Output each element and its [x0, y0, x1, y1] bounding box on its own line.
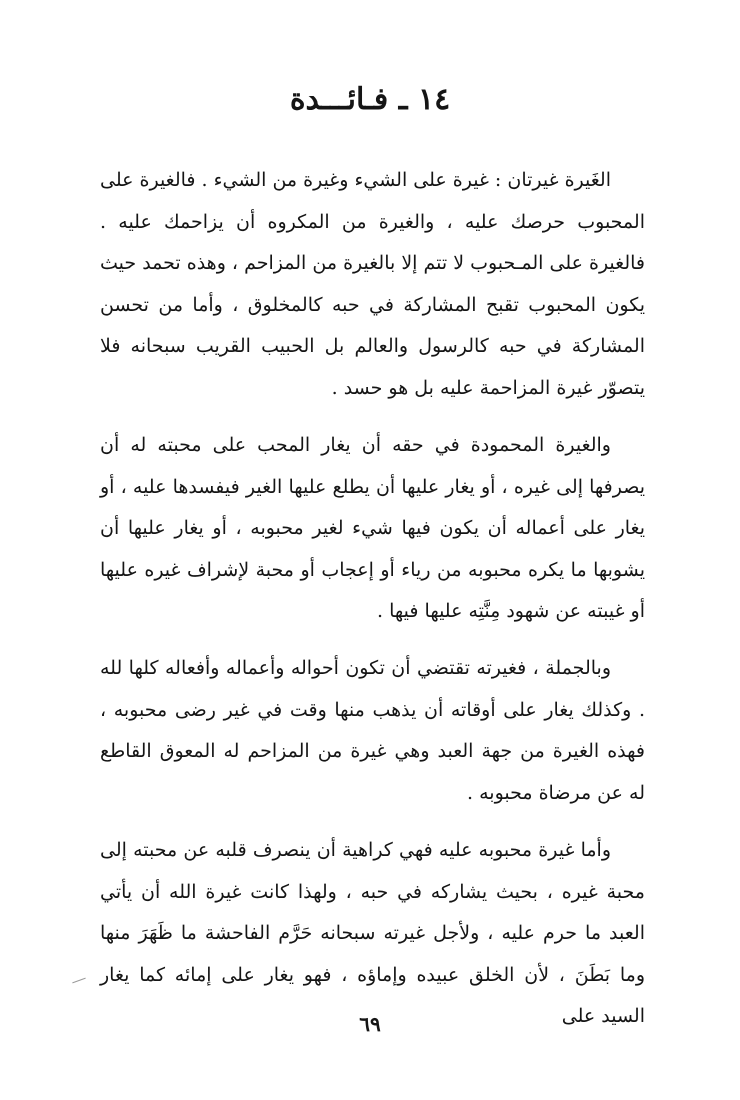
page-number: ٦٩: [359, 1012, 381, 1036]
paragraph-1: [100, 160, 645, 409]
paragraph-4-text: وأما غيرة محبوبه عليه فهي كراهية أن ينصرف قلبه عن محبته إلى محبة غيره ، بحيث يشاركه في حبه ، ولهذا كانت غيرة الله أن يأتي العبد ما حرم عليه ، ولأجل غيرته سبحانه حَرَّم الفاحشة ما ظَهَرَ منها وما بَطَنَ ، لأن الخلق عبيده وإماؤه ، فهو يغار على إمائه كما يغار السيد على: [100, 839, 645, 1027]
section-title: ١٤ ـ فـائـــدة: [289, 82, 451, 117]
paragraph-2: [100, 425, 645, 633]
paragraph-2-text: والغيرة المحمودة في حقه أن يغار المحب على محبته له أن يصرفها إلى غيره ، أو يغار عليها أن يطلع عليها الغير فيفسدها عليه ، أو يغار على أعماله أن يكون فيها شيء لغير محبوبه ، أو يغار عليها أن يشوبها ما يكره محبوبه من رياء أو إعجاب أو محبة لإشراف غيره عليها أو غيبته عن شهود مِنَّتِه عليها فيها .: [100, 434, 645, 622]
paragraph-1-text: الغَيرة غيرتان : غيرة على الشيء وغيرة من الشيء . فالغيرة على المحبوب حرصك عليه ، والغيرة من المكروه أن يزاحمك عليه . فالغيرة على المـحبوب لا تتم إلا بالغيرة من المزاحم ، وهذه تحمد حيث يكون المحبوب تقبح المشاركة في حبه كالمخلوق ، وأما من تحسن المشاركة في حبه كالرسول والعالم بل الحبيب القريب سبحانه فلا يتصوّر غيرة المزاحمة عليه بل هو حسد .: [100, 169, 645, 399]
scan-edge-mark: [72, 978, 85, 984]
paragraph-3-text: وبالجملة ، فغيرته تقتضي أن تكون أحواله وأعماله وأفعاله كلها لله . وكذلك يغار على أوقاته أن يذهب منها وقت في غير رضى محبوبه ، فهذه الغيرة من جهة العبد وهي غيرة من المزاحم له المعوق القاطع له عن مرضاة محبوبه .: [100, 657, 645, 804]
paragraph-3: [100, 648, 645, 814]
paragraph-4: [100, 830, 645, 1038]
